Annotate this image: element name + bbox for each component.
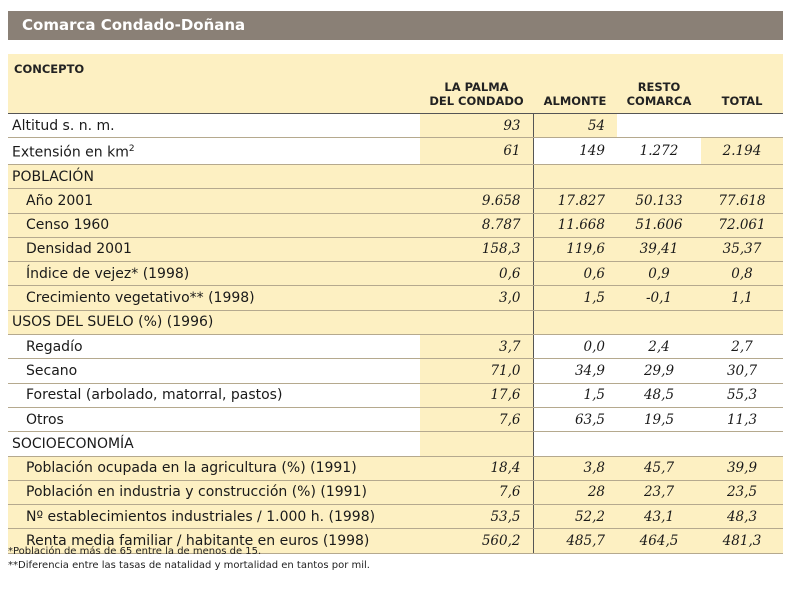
row-label-text: Altitud s. n. m. [12, 117, 115, 134]
header-resto-comarca [617, 54, 701, 114]
cell-total: 23,5 [701, 480, 783, 504]
cell-almonte: 1,5 [533, 383, 617, 407]
cell-la-palma: 158,3 [420, 237, 533, 261]
cell-almonte: 0,0 [533, 335, 617, 359]
cell-resto-comarca [617, 114, 701, 138]
cell-total: 481,3 [701, 529, 783, 553]
table-row [8, 310, 783, 334]
table-row [8, 213, 783, 237]
cell-la-palma [420, 164, 533, 188]
row-label-text: POBLACIÓN [12, 168, 94, 185]
row-label-text: Regadío [26, 338, 83, 355]
cell-la-palma: 3,0 [420, 286, 533, 310]
cell-almonte: 28 [533, 480, 617, 504]
cell-resto-comarca [617, 432, 701, 456]
cell-resto-comarca: 45,7 [617, 456, 701, 480]
row-label [8, 213, 420, 237]
cell-total: 48,3 [701, 505, 783, 529]
header-resto-line1: RESTO [637, 80, 681, 94]
table-row [8, 189, 783, 213]
cell-la-palma: 61 [420, 138, 533, 165]
footnote-2: **Diferencia entre las tasas de natalidad y mortalidad en tantos por mil. [8, 560, 370, 571]
cell-total [701, 114, 783, 138]
cell-total: 77.618 [701, 189, 783, 213]
cell-total: 2.194 [701, 138, 783, 165]
cell-resto-comarca: 2,4 [617, 335, 701, 359]
header-almonte: ALMONTE [533, 54, 617, 114]
row-label-text: Nº establecimientos industriales / 1.000 h. (1998) [26, 508, 376, 525]
cell-almonte [533, 432, 617, 456]
header-row [8, 54, 783, 114]
table-row [8, 383, 783, 407]
cell-almonte: 52,2 [533, 505, 617, 529]
table-row [8, 286, 783, 310]
footnotes [8, 545, 370, 573]
row-label [8, 189, 420, 213]
cell-resto-comarca: 48,5 [617, 383, 701, 407]
data-table [8, 54, 783, 554]
table-row [8, 505, 783, 529]
table-row [8, 456, 783, 480]
table-row [8, 335, 783, 359]
table-row [8, 480, 783, 504]
table-row [8, 262, 783, 286]
cell-almonte: 34,9 [533, 359, 617, 383]
table-row [8, 237, 783, 261]
cell-resto-comarca: 50.133 [617, 189, 701, 213]
cell-total: 2,7 [701, 335, 783, 359]
cell-resto-comarca [617, 164, 701, 188]
cell-almonte: 3,8 [533, 456, 617, 480]
cell-la-palma: 71,0 [420, 359, 533, 383]
cell-la-palma: 8.787 [420, 213, 533, 237]
cell-almonte: 0,6 [533, 262, 617, 286]
cell-la-palma: 53,5 [420, 505, 533, 529]
row-label-text: Forestal (arbolado, matorral, pastos) [26, 387, 283, 404]
row-label-text: Población ocupada en la agricultura (%) (1991) [26, 460, 357, 477]
cell-la-palma [420, 310, 533, 334]
cell-almonte: 54 [533, 114, 617, 138]
row-label [8, 480, 420, 504]
row-label [8, 407, 420, 431]
cell-almonte: 1,5 [533, 286, 617, 310]
table-row [8, 359, 783, 383]
footnote-1: *Población de más de 65 entre la de menos de 15. [8, 546, 262, 557]
cell-almonte: 11.668 [533, 213, 617, 237]
row-label-superscript: 2 [128, 144, 135, 155]
row-label [8, 138, 420, 165]
row-label [8, 359, 420, 383]
table-row [8, 138, 783, 165]
cell-la-palma: 18,4 [420, 456, 533, 480]
cell-resto-comarca: 29,9 [617, 359, 701, 383]
cell-almonte: 119,6 [533, 237, 617, 261]
row-label-text: Extensión en km [12, 144, 129, 161]
cell-almonte [533, 310, 617, 334]
row-label-text: USOS DEL SUELO (%) (1996) [12, 314, 214, 331]
cell-total: 30,7 [701, 359, 783, 383]
table-row [8, 432, 783, 456]
row-label-text: Otros [26, 411, 64, 428]
cell-resto-comarca: 19,5 [617, 407, 701, 431]
cell-total [701, 164, 783, 188]
row-label [8, 286, 420, 310]
header-la-palma-line2: DEL CONDADO [429, 94, 524, 108]
row-label-text: SOCIOECONOMÍA [12, 435, 134, 452]
table-title: Comarca Condado-Doñana [8, 11, 783, 40]
row-label [8, 262, 420, 286]
row-label [8, 505, 420, 529]
header-concepto: CONCEPTO [8, 54, 420, 114]
row-label-text: Crecimiento vegetativo** (1998) [26, 290, 255, 307]
row-label-text: Índice de vejez* (1998) [26, 265, 190, 282]
cell-almonte: 17.827 [533, 189, 617, 213]
row-label-text: Población en industria y construcción (%) (1991) [26, 484, 367, 501]
header-resto-line2: COMARCA [626, 94, 692, 108]
row-label-text: Año 2001 [26, 192, 94, 209]
cell-total: 72.061 [701, 213, 783, 237]
header-total: TOTAL [701, 54, 783, 114]
row-label [8, 310, 420, 334]
cell-resto-comarca [617, 310, 701, 334]
cell-total: 1,1 [701, 286, 783, 310]
row-label [8, 335, 420, 359]
cell-resto-comarca: 1.272 [617, 138, 701, 165]
row-label [8, 164, 420, 188]
cell-almonte: 485,7 [533, 529, 617, 553]
header-la-palma [420, 54, 533, 114]
cell-total: 0,8 [701, 262, 783, 286]
cell-resto-comarca: -0,1 [617, 286, 701, 310]
table-row [8, 164, 783, 188]
cell-almonte [533, 164, 617, 188]
row-label-text: Censo 1960 [26, 217, 110, 234]
cell-total: 11,3 [701, 407, 783, 431]
cell-resto-comarca: 51.606 [617, 213, 701, 237]
cell-resto-comarca: 464,5 [617, 529, 701, 553]
cell-resto-comarca: 23,7 [617, 480, 701, 504]
row-label [8, 237, 420, 261]
cell-resto-comarca: 43,1 [617, 505, 701, 529]
cell-la-palma [420, 432, 533, 456]
cell-la-palma: 0,6 [420, 262, 533, 286]
cell-la-palma: 7,6 [420, 407, 533, 431]
cell-la-palma: 93 [420, 114, 533, 138]
header-la-palma-line1: LA PALMA [444, 80, 509, 94]
cell-total [701, 432, 783, 456]
row-label-text: Renta media familiar / habitante en euros (1998) [26, 533, 370, 550]
cell-la-palma: 7,6 [420, 480, 533, 504]
row-label [8, 456, 420, 480]
cell-la-palma: 560,2 [420, 529, 533, 553]
table-row [8, 114, 783, 138]
cell-almonte: 63,5 [533, 407, 617, 431]
row-label [8, 383, 420, 407]
table-row [8, 407, 783, 431]
cell-resto-comarca: 0,9 [617, 262, 701, 286]
cell-la-palma: 17,6 [420, 383, 533, 407]
cell-la-palma: 9.658 [420, 189, 533, 213]
row-label-text: Densidad 2001 [26, 241, 132, 258]
row-label [8, 432, 420, 456]
cell-total [701, 310, 783, 334]
cell-la-palma: 3,7 [420, 335, 533, 359]
cell-total: 55,3 [701, 383, 783, 407]
cell-resto-comarca: 39,41 [617, 237, 701, 261]
cell-total: 35,37 [701, 237, 783, 261]
cell-almonte: 149 [533, 138, 617, 165]
row-label-text: Secano [26, 362, 78, 379]
row-label [8, 114, 420, 138]
cell-total: 39,9 [701, 456, 783, 480]
